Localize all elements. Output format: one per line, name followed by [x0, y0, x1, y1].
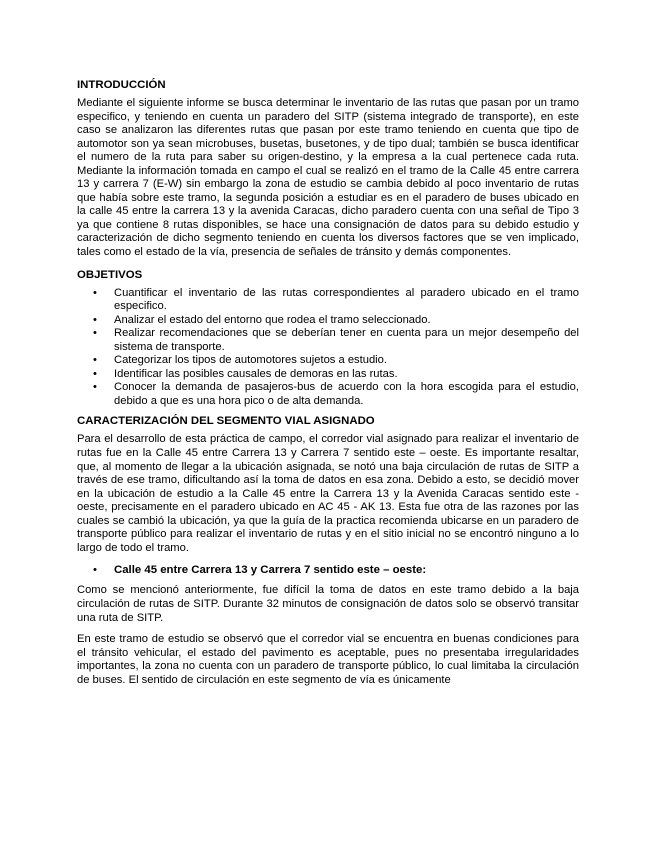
- objective-text: Conocer la demanda de pasajeros-bus de acuerdo con la hora escogida para el estudio, debido a que es una hora pico o de alta demanda.: [114, 381, 579, 407]
- document-body: [77, 78, 579, 695]
- bullet-icon: •: [93, 354, 97, 367]
- intro-heading: INTRODUCCIÓN: [77, 79, 166, 91]
- objective-item: [77, 314, 579, 328]
- bullet-icon: •: [93, 313, 97, 326]
- objective-text: Identificar las posibles causales de demoras en las rutas.: [114, 367, 398, 380]
- bullet-icon: •: [93, 381, 97, 394]
- objective-item: [77, 287, 579, 314]
- objectives-list: [77, 287, 579, 409]
- bullet-icon: •: [93, 367, 97, 380]
- intro-paragraph: Mediante el siguiente informe se busca determinar le inventario de las rutas que pasan por un tramo especifico, y teniendo en cuenta un paradero del SITP (sistema integrado de transporte), en este caso se analizaron las diferentes rutas que pasan por este tramo teniendo en cuenta que tipo de automotor son ya sean microbuses, busetas, busetones, y de tipo dual; también se busca identificar el numero de la ruta para saber su origen-destino, y la empresa a la cual pertenece cada ruta. Mediante la información tomada en campo el cual se realizó en el tramo de la Calle 45 entre carrera 13 y carrera 7 (E-W) sin embargo la zona de estudio se cambia debido al poco inventario de rutas que había sobre este tramo, la segunda posición a estudiar es en el paradero de buses ubicado en la calle 45 entre la carrera 13 y la avenida Caracas, dicho paradero cuenta con una señal de Tipo 3 ya que contiene 8 rutas disponibles, se hace una consignación de datos para su debido estudio y caracterización de dicho segmento teniendo en cuenta los diversos factores que se ven implicado, tales como el estado de la vía, presencia de señales de tránsito y demás componentes.: [77, 97, 579, 259]
- bullet-icon: •: [93, 564, 97, 577]
- objective-text: Cuantificar el inventario de las rutas correspondientes al paradero ubicado en el tramo especifico.: [114, 286, 579, 313]
- objective-text: Categorizar los tipos de automotores sujetos a estudio.: [114, 354, 388, 367]
- objective-item: [77, 381, 579, 408]
- objective-item: [77, 327, 579, 354]
- segment-heading: CARACTERIZACIÓN DEL SEGMENTO VIAL ASIGNADO: [77, 415, 375, 428]
- segment-subsection-heading: [77, 563, 579, 578]
- segment-paragraph-3: En este tramo de estudio se observó que el corredor vial se encuentra en buenas condiciones para el tránsito vehicular, el estado del pavimento es aceptable, pues no presentaba irregularidades importantes, la zona no cuenta con un paradero de transporte público, lo cual limitaba la circulación de buses. El sentido de circulación en este segmento de vía es únicamente: [77, 633, 579, 686]
- segment-paragraph-2: Como se mencionó anteriormente, fue difícil la toma de datos en este tramo debido a la baja circulación de rutas de SITP. Durante 32 minutos de consignación de datos solo se observó transitar una ruta de SITP.: [77, 584, 579, 624]
- objective-text: Analizar el estado del entorno que rodea el tramo seleccionado.: [114, 313, 431, 326]
- segment-subsection-title: Calle 45 entre Carrera 13 y Carrera 7 sentido este – oeste:: [114, 564, 427, 577]
- bullet-icon: •: [93, 286, 97, 299]
- objective-text: Realizar recomendaciones que se deberían tener en cuenta para un mejor desempeño del sistema de transporte.: [114, 327, 579, 353]
- objective-item: [77, 368, 579, 382]
- segment-paragraph-1: Para el desarrollo de esta práctica de campo, el corredor vial asignado para realizar el inventario de rutas fue en la Calle 45 entre Carrera 13 y Carrera 7 sentido este – oeste. Es importante resaltar, que, al momento de llegar a la ubicación asignada, se notó una baja circulación de rutas de SITP a través de ese tramo, dificultando así la toma de datos en esa zona. Debido a esto, se decidió mover en la ubicación de estudio a la Calle 45 entre la Carrera 13 y la Avenida Caracas sentido este - oeste, precisamente en el paradero ubicado en AC 45 - AK 13. Esta fue otra de las razones por las cuales se cambió la ubicación, ya que la guía de la practica recomienda ubicarse en un paradero de transporte público para realizar el inventario de rutas y en el sitio inicial no se encontró ninguno a lo largo de todo el tramo.: [77, 433, 579, 554]
- objectives-heading: OBJETIVOS: [77, 268, 143, 281]
- objective-item: [77, 354, 579, 368]
- bullet-icon: •: [93, 327, 97, 340]
